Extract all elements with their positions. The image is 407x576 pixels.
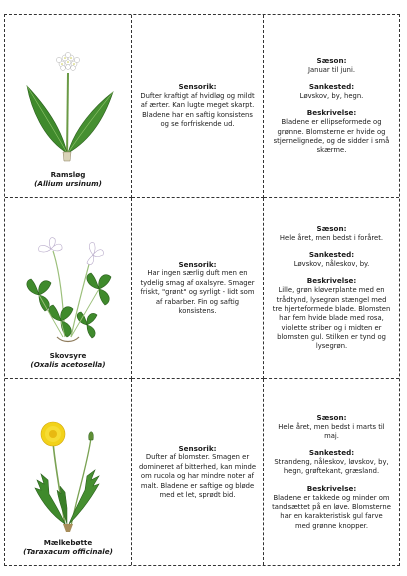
- saeson-text: Januar til juni.: [307, 66, 356, 75]
- saeson-text: Hele året, men bedst i marts til maj.: [278, 422, 385, 441]
- card-skovsyre-plant: [5, 198, 132, 379]
- sensorik-title: Sensorik:: [178, 259, 217, 269]
- sensorik-text: Har ingen særlig duft men en tydelig smag af oxalsyre. Smager friskt, "grønt" og syrligt - lidt som af rabarber. Fin og saftig konsistens.: [140, 269, 255, 315]
- card-maelkebotte-sensorik: [132, 379, 264, 565]
- card-skovsyre-info: [264, 198, 399, 379]
- card-skovsyre-sensorik: [132, 198, 264, 379]
- sankested-text: Løvskov, by, hegn.: [299, 92, 364, 101]
- dandelion-icon: [13, 416, 123, 536]
- beskrivelse-title: Beskrivelse:: [306, 276, 357, 286]
- sensorik-text: Dufter af blomster. Smagen er domineret af bitterhed, kan minde om rucola og har mindre noter af malt. Bladene er saftige og bløde med et let, sprødt bid.: [138, 453, 257, 499]
- beskrivelse-title: Beskrivelse:: [306, 483, 357, 493]
- sankested-text: Strandeng, nåleskov, løvskov, by, hegn, grøftekant, græsland.: [274, 458, 389, 476]
- plant-name: Skovsyre: [49, 350, 87, 360]
- sankested-title: Sankested:: [308, 448, 355, 458]
- card-maelkebotte-plant: [5, 379, 132, 565]
- plant-name: Mælkebøtte: [43, 537, 93, 547]
- sankested-title: Sankested:: [308, 250, 355, 260]
- card-ramslog-plant: [5, 15, 132, 198]
- sankested-title: Sankested:: [308, 82, 355, 92]
- plant-latin-name: (Oxalis acetosella): [30, 360, 106, 370]
- beskrivelse-text: Lille, grøn kløverplante med en trådtynd, lysegrøn stængel med tre hjerteformede blade. Blomsten har fem hvide blade med rosa, violette striber og i midten er blomsten gul. Stilken er tynd og lysegrøn.: [272, 286, 391, 351]
- card-grid: [4, 14, 400, 566]
- saeson-title: Sæson:: [316, 56, 347, 66]
- plant-name: Ramsløg: [50, 169, 86, 179]
- beskrivelse-text: Bladene er takkede og minder om tandsættet på en løve. Blomsterne har en karakteristisk gul farve med grønne knopper.: [272, 493, 391, 530]
- wood-sorrel-icon: [13, 229, 123, 349]
- card-maelkebotte-info: [264, 379, 399, 565]
- sensorik-text: Dufter kraftigt af hvidløg og mildt af ærter. Kan lugte meget skarpt. Bladene har en saftig konsistens og se forfriskende ud.: [140, 92, 255, 129]
- wild-garlic-icon: [13, 48, 123, 168]
- plant-latin-name: (Taraxacum officinale): [23, 547, 113, 557]
- plant-latin-name: (Allium ursinum): [34, 179, 102, 189]
- sensorik-title: Sensorik:: [178, 82, 217, 92]
- saeson-title: Sæson:: [316, 224, 347, 234]
- card-ramslog-info: [264, 15, 399, 198]
- beskrivelse-title: Beskrivelse:: [306, 108, 357, 118]
- sankested-text: Løvskov, nåleskov, by.: [293, 260, 370, 269]
- saeson-text: Hele året, men bedst i foråret.: [279, 233, 384, 242]
- beskrivelse-text: Bladene er ellipseformede og grønne. Blomsterne er hvide og stjernelignede, og de sidder i små skærme.: [273, 118, 390, 155]
- sensorik-title: Sensorik:: [178, 443, 217, 453]
- card-ramslog-sensorik: [132, 15, 264, 198]
- saeson-title: Sæson:: [316, 412, 347, 422]
